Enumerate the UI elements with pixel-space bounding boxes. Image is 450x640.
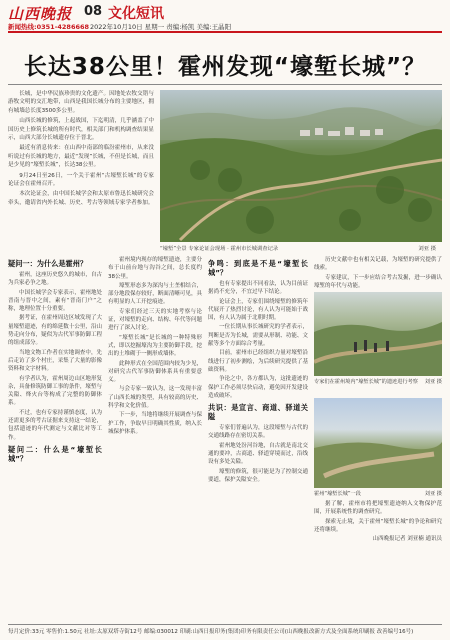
survey-illustration [314,292,442,376]
headline-rule [8,84,442,85]
headline: 长达38公里！霍州发现“壕堑长城”？ [23,54,427,80]
survey-caption-text: 专家们在霍州境内“壕堑长城”的遗迹进行考察 [314,379,418,385]
lead-text [8,90,154,209]
survey-photo [314,292,442,376]
paragraph: 目前，霍州市已经组织力量对壕堑沿线进行了初步测绘，为后续研究提供了基础资料。 [208,350,308,373]
paragraph: 壕堑的修筑，很可能是为了控制交通要道，保护关隘安全。 [208,468,308,483]
wall-caption-text: 霍州“壕堑长城”一段 [314,491,361,497]
news-hotline: 新闻热线:0351-4286668 [8,23,90,31]
wall-illustration [314,398,442,488]
lead-paragraph: 9月24日至26日，一个关于霍州“古壕堑长城”的专家论证会在霍州召开。 [8,172,154,188]
paragraph: 专家们普遍认为，这段壕堑与古代的交通线路存在密切关系。 [208,425,308,440]
paragraph: 据考证，在霍州周边区域发现了大量壕堑遗迹，有的绵延数十公里，沿山势走向分布，疑似为古代军事防御工程的组成部分。 [8,315,102,347]
footer-rule [8,624,442,625]
paragraph: 论证会上，专家们围绕壕堑的修筑年代展开了热烈讨论，有人认为可能始于战国，有人认为属于北朝时期。 [208,298,308,322]
column-1 [8,256,102,466]
paragraph: 与会专家一致认为，这一发现丰富了山西长城的类型，具有较高的历史、科学和文化价值。 [108,386,202,410]
wall-photo [314,398,442,488]
newspaper-logo: 山西晚报 [8,5,73,23]
lead-paragraph: 长城，是中华民族珍贵的文化遗产。因地处农牧交错与游牧文明的交汇地带，山西是我国长城分布的主要地区，拥有城墙总长度3500多公里。 [8,91,154,114]
paragraph: 中国长城学会专家表示，霍州地处晋南与晋中之间，素有“晋南门户”之称，地理位置十分重要。 [8,289,102,313]
main-photo [160,90,442,242]
column-4 [314,256,442,291]
paragraph: 有学者认为，霍州周边山区地形复杂，具备修筑防御工事的条件，壕堑与关隘、烽火台等构成了完整的防御体系。 [8,375,102,407]
paragraph: 探索无止境，关于霍州“壕堑长城”的争论和研究还将继续。 [314,518,442,533]
photo-credit: 刘亚 摄 [418,246,436,252]
section-title: 文化短讯 [108,6,164,22]
subhead-q3: 争鸣：到底是不是“壕堑长城”？ [208,259,308,277]
page-number: 08 [84,4,103,19]
paragraph: 此种形式在全国范围内较为少见，对研究古代军事防御体系具有重要意义。 [108,360,202,384]
column-3 [208,256,308,485]
photo-caption: “壕堑”全景 专家论证会现场 · 霍州市长城调查记录 [160,246,279,252]
paragraph: “壕堑长城”是长城的一种特殊形式，即以挖掘壕沟为主要防御手段，挖出的土堆砌于一侧形成墙体。 [108,334,202,358]
subhead-q4: 共识：是宣言、商道、驿道关隘 [208,403,308,422]
paragraph: 壕堑形态多为深沟与土垄相结合，部分地段保存较好，断面清晰可见，具有明显的人工开挖痕迹。 [108,282,202,306]
paragraph: 霍州地处汾河谷地，自古就是南北交通的要冲，古商道、驿道穿境而过，沿线设有多处关隘。 [208,442,308,466]
column-2 [108,256,202,437]
byline: 山西晚报记者 刘亚楠 通讯员 [372,536,442,543]
footer-info: 每月定价:33元 零售价:1.50元 社址:太原双塔寺街12号 邮编:030012 印刷:山西日报印务(集团)印务有限责任公司(山西晚报改新方式及全面系统印刷报 改善编号16号) [8,629,414,635]
lead-paragraph: 本次论证会，由中国长城学会和太原市鲁迅长城研究会牵头，邀请省内外长城、历史、考古等领域专家学者参加。 [8,191,154,206]
header-rule [8,31,442,33]
paragraph: 争论之中，各方都认为，这批遗迹的保护工作必须尽快启动，避免因开发建设造成破坏。 [208,376,308,399]
paragraph: 当地文物工作者在实地调查中，先后走访了多个村庄，采集了大量的影像资料和文字材料。 [8,349,102,373]
paragraph: 一位长期从事长城研究的学者表示，判断是否为长城，需要从形制、功能、文献等多个方面综合考量。 [208,324,308,348]
paragraph: 下一步，当地将继续开展调查与保护工作，争取早日明确其性质，纳入长城保护体系。 [108,412,202,435]
paragraph: 不过，也有专家持谨慎态度，认为还需更多的考古证据来支持这一结论，包括遗迹的年代测定与文献比对等工作。 [8,409,102,441]
subhead-q1: 疑问一：为什么是霍州？ [8,259,88,268]
paragraph: 也有专家提出不同看法，认为目前证据尚不充分，不宜过早下结论。 [208,281,308,296]
lead-paragraph: 山西长城的修筑，上起战国，下迄明清，几乎涵盖了中国历史上修筑长城的所有时代，相关部门和机构调查结果显示，山西大部分长城遗存位于晋北。 [8,118,154,142]
column-4-continued [314,500,442,544]
date-line: 2022年10月10日 星期一 责编:杨凯 美编:王晶阳 [90,23,232,31]
wall-photo-caption [314,490,442,497]
survey-credit: 刘亚 摄 [424,379,442,385]
paragraph: 历史文献中也有相关记载，为壕堑的研究提供了线索。 [314,257,442,272]
landscape-illustration [160,90,442,242]
masthead [0,0,450,34]
wall-credit: 刘亚 摄 [424,491,442,497]
paragraph: 专家建议，下一步应结合考古发掘，进一步确认壕堑的年代与功能。 [314,274,442,289]
subhead-q2: 疑问二：什么是“壕堑长城”？ [8,444,102,463]
lead-paragraph: 最近有消息传来：在山西中南部的临汾霍州市，从来没听说过有长城的地方，最近“发现”长城，不但是长城，而且是少见的“壕堑长城”，长达38公里。 [8,145,154,169]
survey-photo-caption [314,378,442,385]
paragraph: 据了解，霍州市将把壕堑遗迹纳入文物保护范围，开展系统性的调查研究。 [314,501,442,516]
paragraph: 专家们经过三天的实地考察与论证，对壕堑的走向、结构、年代等问题进行了深入讨论。 [108,308,202,332]
paragraph: 霍州境内现存的壕堑遗迹，主要分布于山前台地与沟谷之间，总长度约38公里。 [108,257,202,280]
paragraph: 霍州，这座历史悠久的城市，自古为兵家必争之地。 [8,272,102,287]
